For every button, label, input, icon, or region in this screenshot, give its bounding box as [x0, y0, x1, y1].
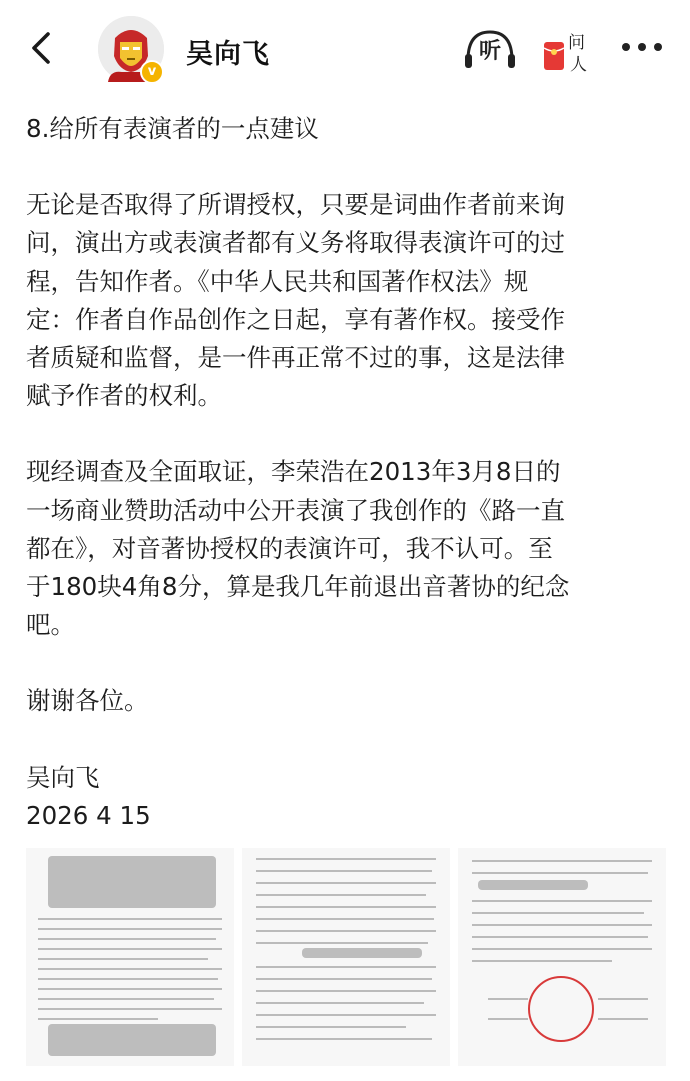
listen-button[interactable] [462, 26, 518, 74]
post-paragraph: 现经调查及全面取证，李荣浩在2013年3月8日的 一场商业赞助活动中公开表演了我创作的《路一直 都在》，对音著协授权的表演许可，我不认可。至 于180块4角8分，算是我几年前退出音著协的纪念 吧。 [26, 457, 570, 640]
svg-text:人: 人 [570, 55, 587, 75]
post-paragraph: 谢谢各位。 [26, 686, 149, 716]
redaction-block [302, 948, 422, 958]
post-image-grid [26, 848, 666, 1066]
svg-text:问: 问 [568, 33, 585, 53]
post-title: 8.给所有表演者的一点建议 [26, 114, 319, 143]
post-header [0, 0, 690, 100]
red-envelope-icon [540, 24, 596, 76]
document-image-1[interactable] [26, 848, 234, 1066]
redaction-block [48, 856, 216, 908]
listen-label: 听 [478, 39, 501, 64]
redaction-block [478, 880, 588, 890]
document-image-3[interactable] [458, 848, 666, 1066]
document-image-2[interactable] [242, 848, 450, 1066]
redaction-block [48, 1024, 216, 1056]
chevron-left-icon[interactable] [22, 28, 62, 68]
post-paragraph: 无论是否取得了所谓授权，只要是词曲作者前来询 问，演出方或表演者都有义务将取得表演许可的过 程，告知作者。《中华人民共和国著作权法》规 定：作者自作品创作之日起，享有著作权。接受作 者质疑和监督，是一件再正常不过的事，这是法律 赋予作者的权利。 [26, 190, 565, 411]
red-seal-stamp [528, 976, 594, 1042]
signature-name: 吴向飞 [26, 762, 100, 792]
more-dots-icon[interactable] [620, 40, 664, 54]
signature-date: 2026 4 15 [26, 800, 151, 830]
post-body [26, 110, 666, 835]
verified-badge: v [140, 60, 164, 84]
ask-person-button[interactable] [540, 24, 596, 76]
username[interactable]: 吴向飞 [186, 39, 270, 70]
